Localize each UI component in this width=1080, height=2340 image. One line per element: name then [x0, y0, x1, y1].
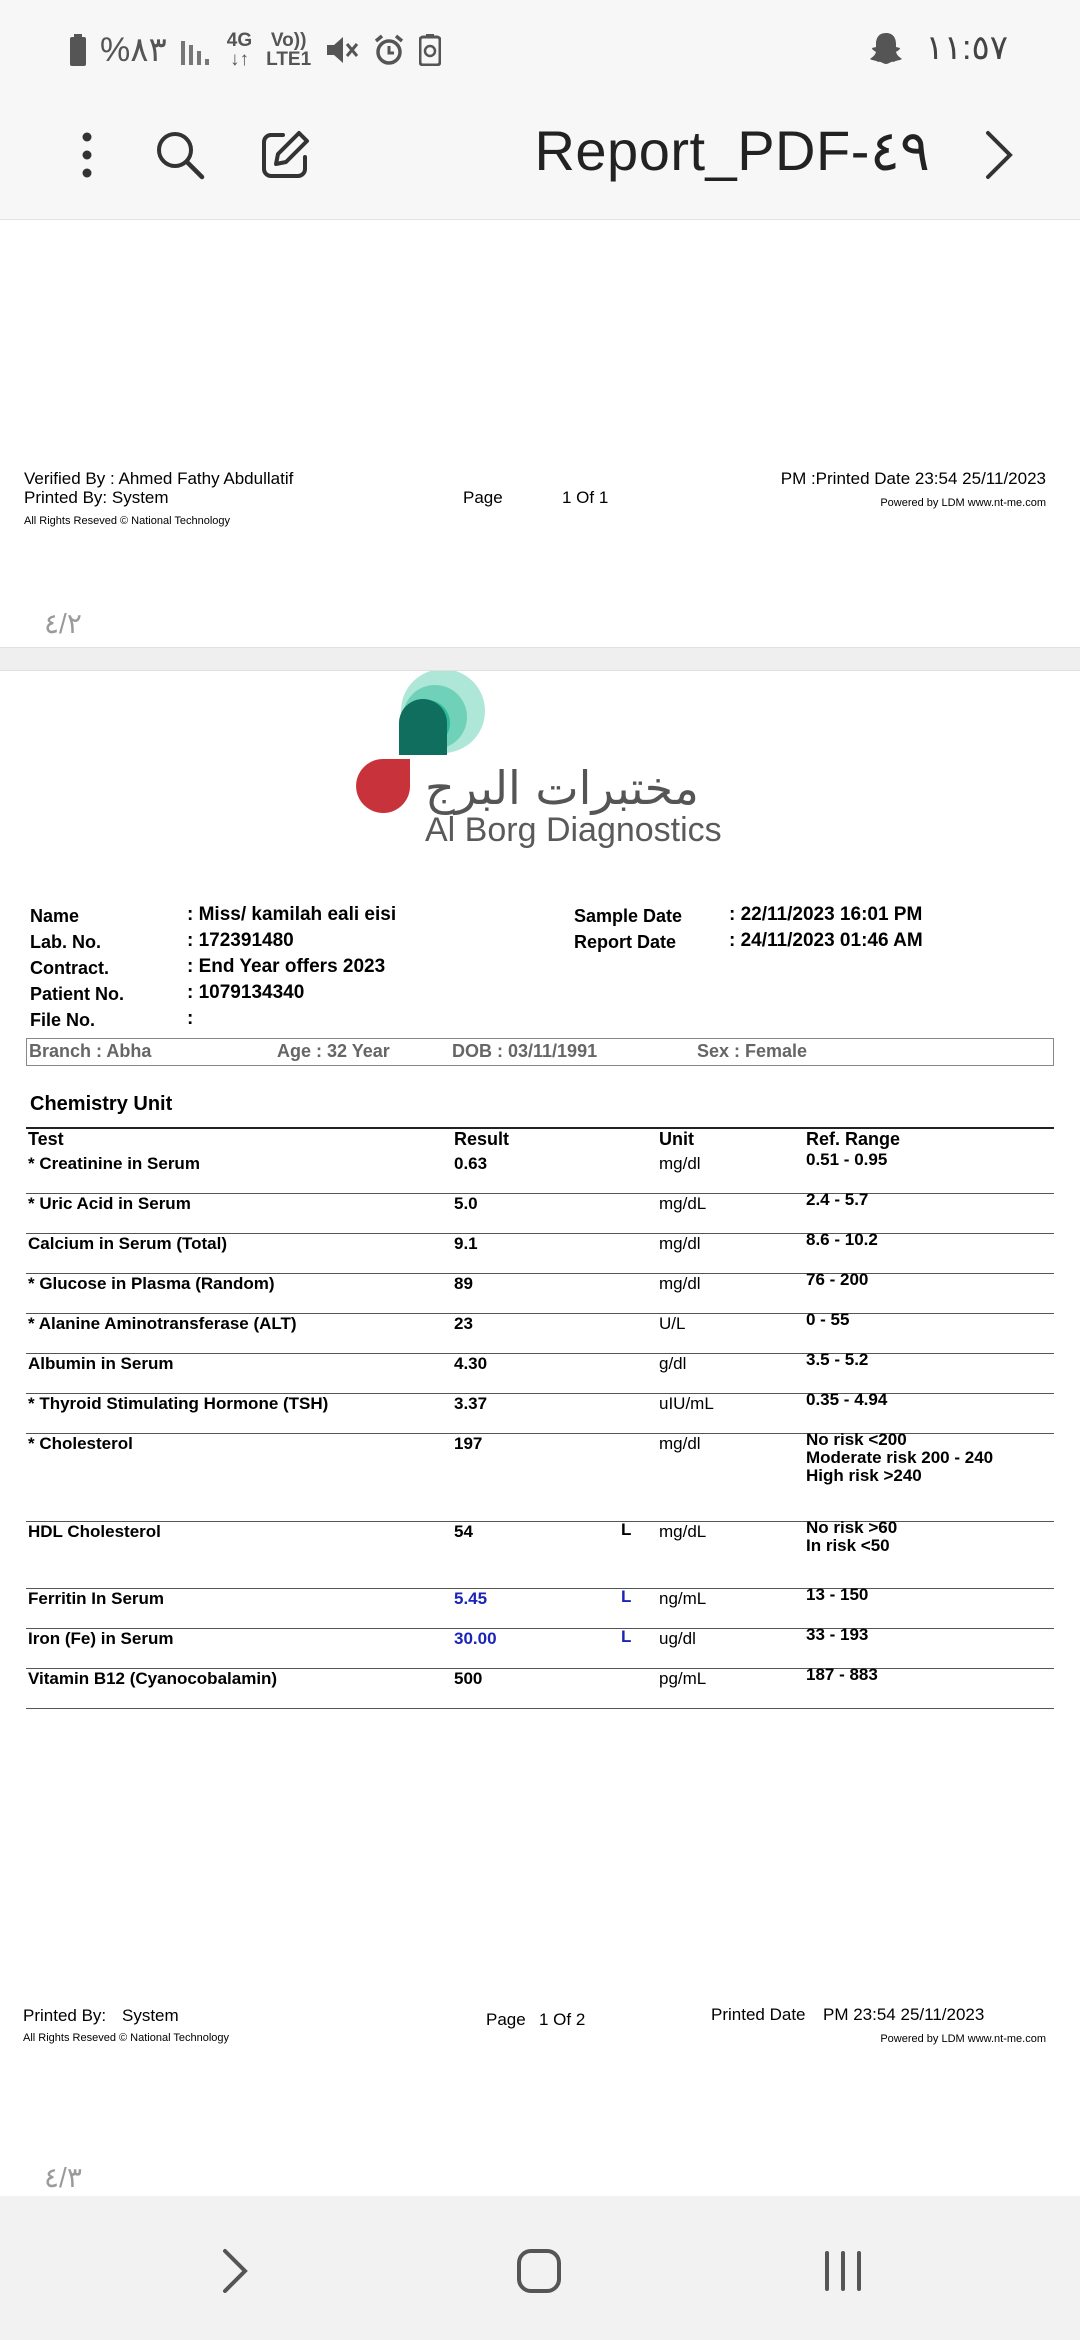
test-name: Vitamin B12 (Cyanocobalamin) [28, 1669, 278, 1688]
footer-printed-date-label: Printed Date [711, 2005, 806, 2024]
footer-printed-by-label: Printed By: [23, 2006, 107, 2025]
page-label: Page [463, 488, 503, 507]
battery-level: %٨٣ [100, 31, 167, 69]
battery-icon [70, 34, 86, 66]
test-result: 5.45 [454, 1589, 488, 1608]
sex: Sex : Female [697, 1041, 808, 1061]
edit-button[interactable] [250, 120, 320, 190]
test-unit: ug/dl [659, 1629, 696, 1648]
test-result: 197 [454, 1434, 483, 1453]
branch: Branch : Abha [29, 1041, 152, 1061]
test-result: 9.1 [454, 1234, 478, 1253]
test-unit: mg/dl [659, 1154, 701, 1173]
test-result: 3.37 [454, 1394, 488, 1413]
rights-text: All Rights Reseved © National Technology [24, 515, 231, 527]
clock: ١١:٥٧ [925, 29, 1008, 67]
snapchat-icon [868, 30, 904, 66]
test-unit: mg/dl [659, 1274, 701, 1293]
logo-english-text: Al Borg Diagnostics [425, 811, 722, 849]
ref-range: 0 - 55 [806, 1310, 850, 1329]
col-result: Result [454, 1129, 510, 1149]
branch-info-box [26, 1038, 1054, 1066]
test-result: 500 [454, 1669, 483, 1688]
ref-range: 2.4 - 5.7 [806, 1190, 869, 1209]
age: Age : 32 Year [277, 1041, 390, 1061]
document-title: Report_PDF-٤٩ [534, 119, 930, 182]
report-date-value: : 24/11/2023 01:46 AM [729, 930, 923, 951]
contract-value: : End Year offers 2023 [187, 956, 386, 977]
test-name: * Alanine Aminotransferase (ALT) [28, 1314, 297, 1333]
status-bar [0, 0, 1080, 100]
test-unit: pg/mL [659, 1669, 707, 1688]
ref-range: No risk <200 [806, 1430, 907, 1449]
abnormal-flag: L [621, 1627, 632, 1646]
test-name: * Creatinine in Serum [28, 1154, 200, 1173]
page-indicator-2: ٤/٣ [44, 2162, 82, 2193]
recents-icon [821, 2249, 865, 2293]
contract-label: Contract. [30, 958, 110, 978]
footer-printed-by-value: System [122, 2006, 179, 2025]
test-unit: ng/mL [659, 1589, 707, 1608]
name-value: : Miss/ kamilah eali eisi [187, 904, 397, 925]
pdf-page-2 [0, 671, 1080, 2196]
logo-arabic-text: مختبرات البرج [425, 761, 699, 815]
ref-range: In risk <50 [806, 1536, 890, 1555]
test-name: * Thyroid Stimulating Hormone (TSH) [28, 1394, 329, 1413]
footer-rights: All Rights Reseved © National Technology [23, 2032, 230, 2044]
row-divider [26, 1353, 1054, 1354]
test-result: 54 [454, 1522, 473, 1541]
test-unit: g/dl [659, 1354, 687, 1373]
chevron-right-icon [984, 129, 1014, 181]
lab-no-value: : 172391480 [187, 930, 294, 951]
test-name: Iron (Fe) in Serum [28, 1629, 174, 1648]
test-name: Albumin in Serum [28, 1354, 174, 1373]
ref-range: 0.35 - 4.94 [806, 1390, 888, 1409]
ref-range: No risk >60 [806, 1518, 898, 1537]
row-divider [26, 1521, 1054, 1522]
test-result: 89 [454, 1274, 473, 1293]
more-vert-icon [81, 131, 93, 179]
recents-nav-button[interactable] [798, 2226, 888, 2316]
ref-range: Moderate risk 200 - 240 [806, 1448, 994, 1467]
test-result: 5.0 [454, 1194, 478, 1213]
test-result: 23 [454, 1314, 473, 1333]
lab-no-label: Lab. No. [30, 932, 101, 952]
page-separator [0, 647, 1080, 671]
ref-range: 0.51 - 0.95 [806, 1150, 888, 1169]
abnormal-flag: L [621, 1520, 632, 1539]
row-divider [26, 1628, 1054, 1629]
page-indicator: ٤/٢ [44, 608, 82, 639]
test-result: 0.63 [454, 1154, 488, 1173]
test-name: Ferritin In Serum [28, 1589, 165, 1608]
ref-range: 33 - 193 [806, 1625, 869, 1644]
back-chevron-icon [220, 2247, 250, 2295]
alarm-icon [373, 34, 405, 66]
sample-date-value: : 22/11/2023 16:01 PM [729, 904, 923, 925]
next-button[interactable] [964, 120, 1034, 190]
test-unit: uIU/mL [659, 1394, 714, 1413]
search-button[interactable] [145, 120, 215, 190]
footer-printed-date-value: PM 23:54 25/11/2023 [823, 2005, 985, 2024]
footer-powered-by: Powered by LDM www.nt-me.com [880, 2033, 1046, 2045]
test-name: * Uric Acid in Serum [28, 1194, 191, 1213]
powered-by: Powered by LDM www.nt-me.com [880, 497, 1046, 509]
test-name: * Cholesterol [28, 1434, 133, 1453]
sample-date-label: Sample Date [574, 906, 683, 926]
test-unit: mg/dL [659, 1194, 707, 1213]
pdf-page-1 [0, 222, 1080, 647]
name-label: Name [30, 906, 80, 926]
volte-indicator: Vo)) LTE1 [266, 30, 312, 70]
test-unit: mg/dL [659, 1522, 707, 1541]
page-value: 1 Of 1 [562, 488, 609, 507]
verified-by: Verified By : Ahmed Fathy Abdullatif [24, 469, 294, 488]
network-type-4g: 4G ↓↑ [226, 30, 253, 70]
report-date-label: Report Date [574, 932, 677, 952]
mute-icon [325, 34, 359, 66]
test-result: 30.00 [454, 1629, 497, 1648]
col-unit: Unit [659, 1129, 694, 1149]
ref-range: 8.6 - 10.2 [806, 1230, 878, 1249]
signal-icon [181, 35, 213, 65]
col-ref-range: Ref. Range [806, 1129, 901, 1149]
row-divider [26, 1708, 1054, 1709]
printed-by: Printed By: System [24, 488, 169, 507]
footer-page-value: 1 Of 2 [539, 2010, 586, 2029]
ref-range: High risk >240 [806, 1466, 922, 1485]
ref-range: 76 - 200 [806, 1270, 869, 1289]
test-unit: mg/dl [659, 1434, 701, 1453]
app-bar [0, 100, 1080, 220]
back-nav-button[interactable] [190, 2226, 280, 2316]
unit-title: Chemistry Unit [30, 1093, 173, 1115]
test-unit: U/L [659, 1314, 686, 1333]
home-nav-button[interactable] [494, 2226, 584, 2316]
test-name: Calcium in Serum (Total) [28, 1234, 227, 1253]
search-icon [154, 129, 206, 181]
col-test: Test [28, 1129, 64, 1149]
edit-icon [259, 129, 311, 181]
file-no-value: : [187, 1008, 194, 1029]
test-name: HDL Cholesterol [28, 1522, 161, 1541]
test-result: 4.30 [454, 1354, 488, 1373]
footer-page-label: Page [486, 2010, 526, 2029]
dob: DOB : 03/11/1991 [452, 1041, 598, 1061]
patient-no-label: Patient No. [30, 984, 125, 1004]
ref-range: 13 - 150 [806, 1585, 869, 1604]
printed-date: PM :Printed Date 23:54 25/11/2023 [780, 469, 1046, 488]
more-options-button[interactable] [52, 120, 122, 190]
battery-saver-icon [419, 34, 441, 66]
system-nav-bar [0, 2196, 1080, 2340]
abnormal-flag: L [621, 1587, 632, 1606]
test-unit: mg/dl [659, 1234, 701, 1253]
ref-range: 187 - 883 [806, 1665, 878, 1684]
ref-range: 3.5 - 5.2 [806, 1350, 869, 1369]
file-no-label: File No. [30, 1010, 96, 1030]
patient-no-value: : 1079134340 [187, 982, 305, 1003]
row-divider [26, 1588, 1054, 1589]
test-name: * Glucose in Plasma (Random) [28, 1274, 275, 1293]
home-square-icon [516, 2248, 562, 2294]
